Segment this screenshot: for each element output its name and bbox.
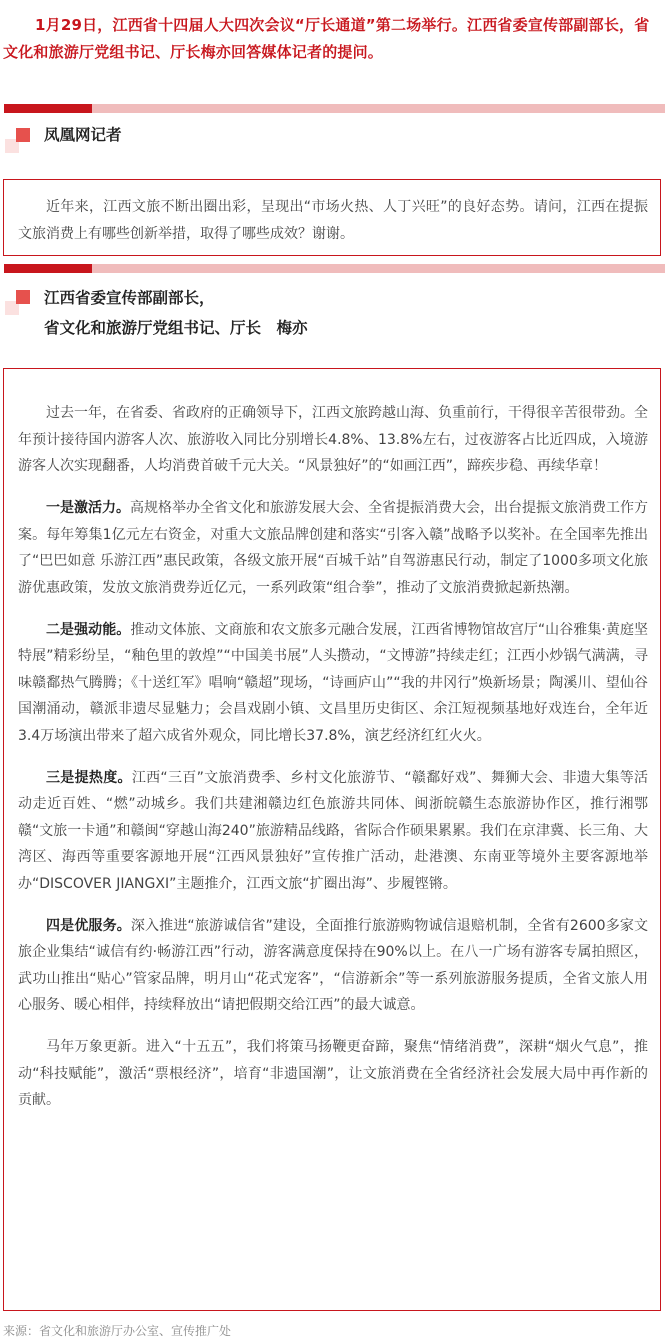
answer-paragraph: 二是强动能。推动文体旅、文商旅和农文旅多元融合发展，江西省博物馆故宫厅“山谷雅集·黄庭坚特展”精彩纷呈，“釉色里的敦煌”“中国美书展”人头攒动，“文博游”持续走红；江西小炒锅气满满，寻味赣鄱热气腾腾；《十送红军》唱响“赣超”现场，“诗画庐山”“我的井冈行”焕新场景；陶溪川、望仙谷国潮涌动，赣派非遗尽显魅力；会昌戏剧小镇、文昌里历史街区、余江短视频基地好戏连台，全年近3.4万场演出带来了超六成省外观众，同比增长37.8%，演艺经济红红火火。 (18, 621, 649, 744)
answer-paragraph: 一是激活力。高规格举办全省文化和旅游发展大会、全省提振消费大会，出台提振文旅消费工作方案。每年筹集1亿元左右资金，对重大文旅品牌创建和落实“引客入赣”战略予以奖补。在全国率先推出了“巴巴如意 乐游江西”惠民政策，各级文旅开展“百城千站”自驾游惠民行动，制定了1000多项文化旅游优惠政策，发放文旅消费券近亿元，一系列政策“组合拳”，推动了文旅消费掀起新热潮。 (18, 500, 648, 596)
answer-paragraph: 四是优服务。深入推进“旅游诚信省”建设，全面推行旅游购物诚信退赔机制，全省有2600多家文旅企业集结“诚信有约·畅游江西”行动，游客满意度保持在90%以上。在八一广场有游客专属拍照区，武功山推出“贴心”管家品牌，明月山“花式宠客”，“信游新余”等一系列旅游服务提质，全省文旅人用心服务、暖心相伴，持续释放出“请把假期交给江西”的最大诚意。 (18, 917, 648, 1013)
section-divider (4, 264, 665, 273)
question-box (3, 179, 661, 256)
answer-box (3, 368, 661, 1311)
speaker-marker-icon (5, 290, 31, 316)
speaker-marker-icon (5, 128, 31, 154)
answer-paragraph: 过去一年，在省委、省政府的正确领导下，江西文旅跨越山海、负重前行，干得很辛苦很带劲。全年预计接待国内游客人次、旅游收入同比分别增长4.8%、13.8%左右，过夜游客占比近四成，入境游游客人次实现翻番，人均消费首破千元大关。“风景独好”的“如画江西”，蹄疾步稳、再续华章！ (18, 405, 648, 474)
paragraph-lead: 二是强动能。 (46, 621, 131, 638)
answer-paragraph: 马年万象更新。进入“十五五”，我们将策马扬鞭更奋蹄，聚焦“情绪消费”，深耕“烟火气息”，推动“科技赋能”，激活“票根经济”，培育“非遗国潮”，让文旅消费在全省经济社会发展大局中再作新的贡献。 (18, 1039, 648, 1108)
paragraph-lead: 一是激活力。 (46, 500, 130, 516)
paragraph-lead: 四是优服务。 (46, 917, 131, 934)
section-divider (4, 104, 665, 113)
answer-speaker-line1: 江西省委宣传部副部长， (44, 289, 215, 307)
source-credit: 来源：省文化和旅游厅办公室、宣传推广处 (3, 1324, 232, 1338)
answer-paragraph: 三是提热度。江西“三百”文旅消费季、乡村文化旅游节、“赣鄱好戏”、舞狮大会、非遗大集等活动走近百姓、“燃”动城乡。我们共建湘赣边红色旅游共同体、闽浙皖赣生态旅游协作区，推行湘鄂赣“文旅一卡通”和赣闽“穿越山海240”旅游精品线路，省际合作硕果累累。我们在京津冀、长三角、大湾区、海西等重要客源地开展“江西风景独好”宣传推广活动，赴港澳、东南亚等境外主要客源地举办“DISCOVER JIANGXI”主题推介，江西文旅“扩圈出海”、步履铿锵。 (18, 769, 648, 892)
question-text: 近年来，江西文旅不断出圈出彩，呈现出“市场火热、人丁兴旺”的良好态势。请问，江西在提振文旅消费上有哪些创新举措，取得了哪些成效？谢谢。 (18, 199, 648, 242)
question-speaker: 凤凰网记者 (44, 126, 122, 144)
paragraph-lead: 三是提热度。 (46, 769, 132, 786)
answer-speaker-line2: 省文化和旅游厅党组书记、厅长 梅亦 (44, 319, 308, 337)
intro-paragraph: 1月29日，江西省十四届人大四次会议“厅长通道”第二场举行。江西省委宣传部副部长，省文化和旅游厅党组书记、厅长梅亦回答媒体记者的提问。 (3, 16, 650, 61)
